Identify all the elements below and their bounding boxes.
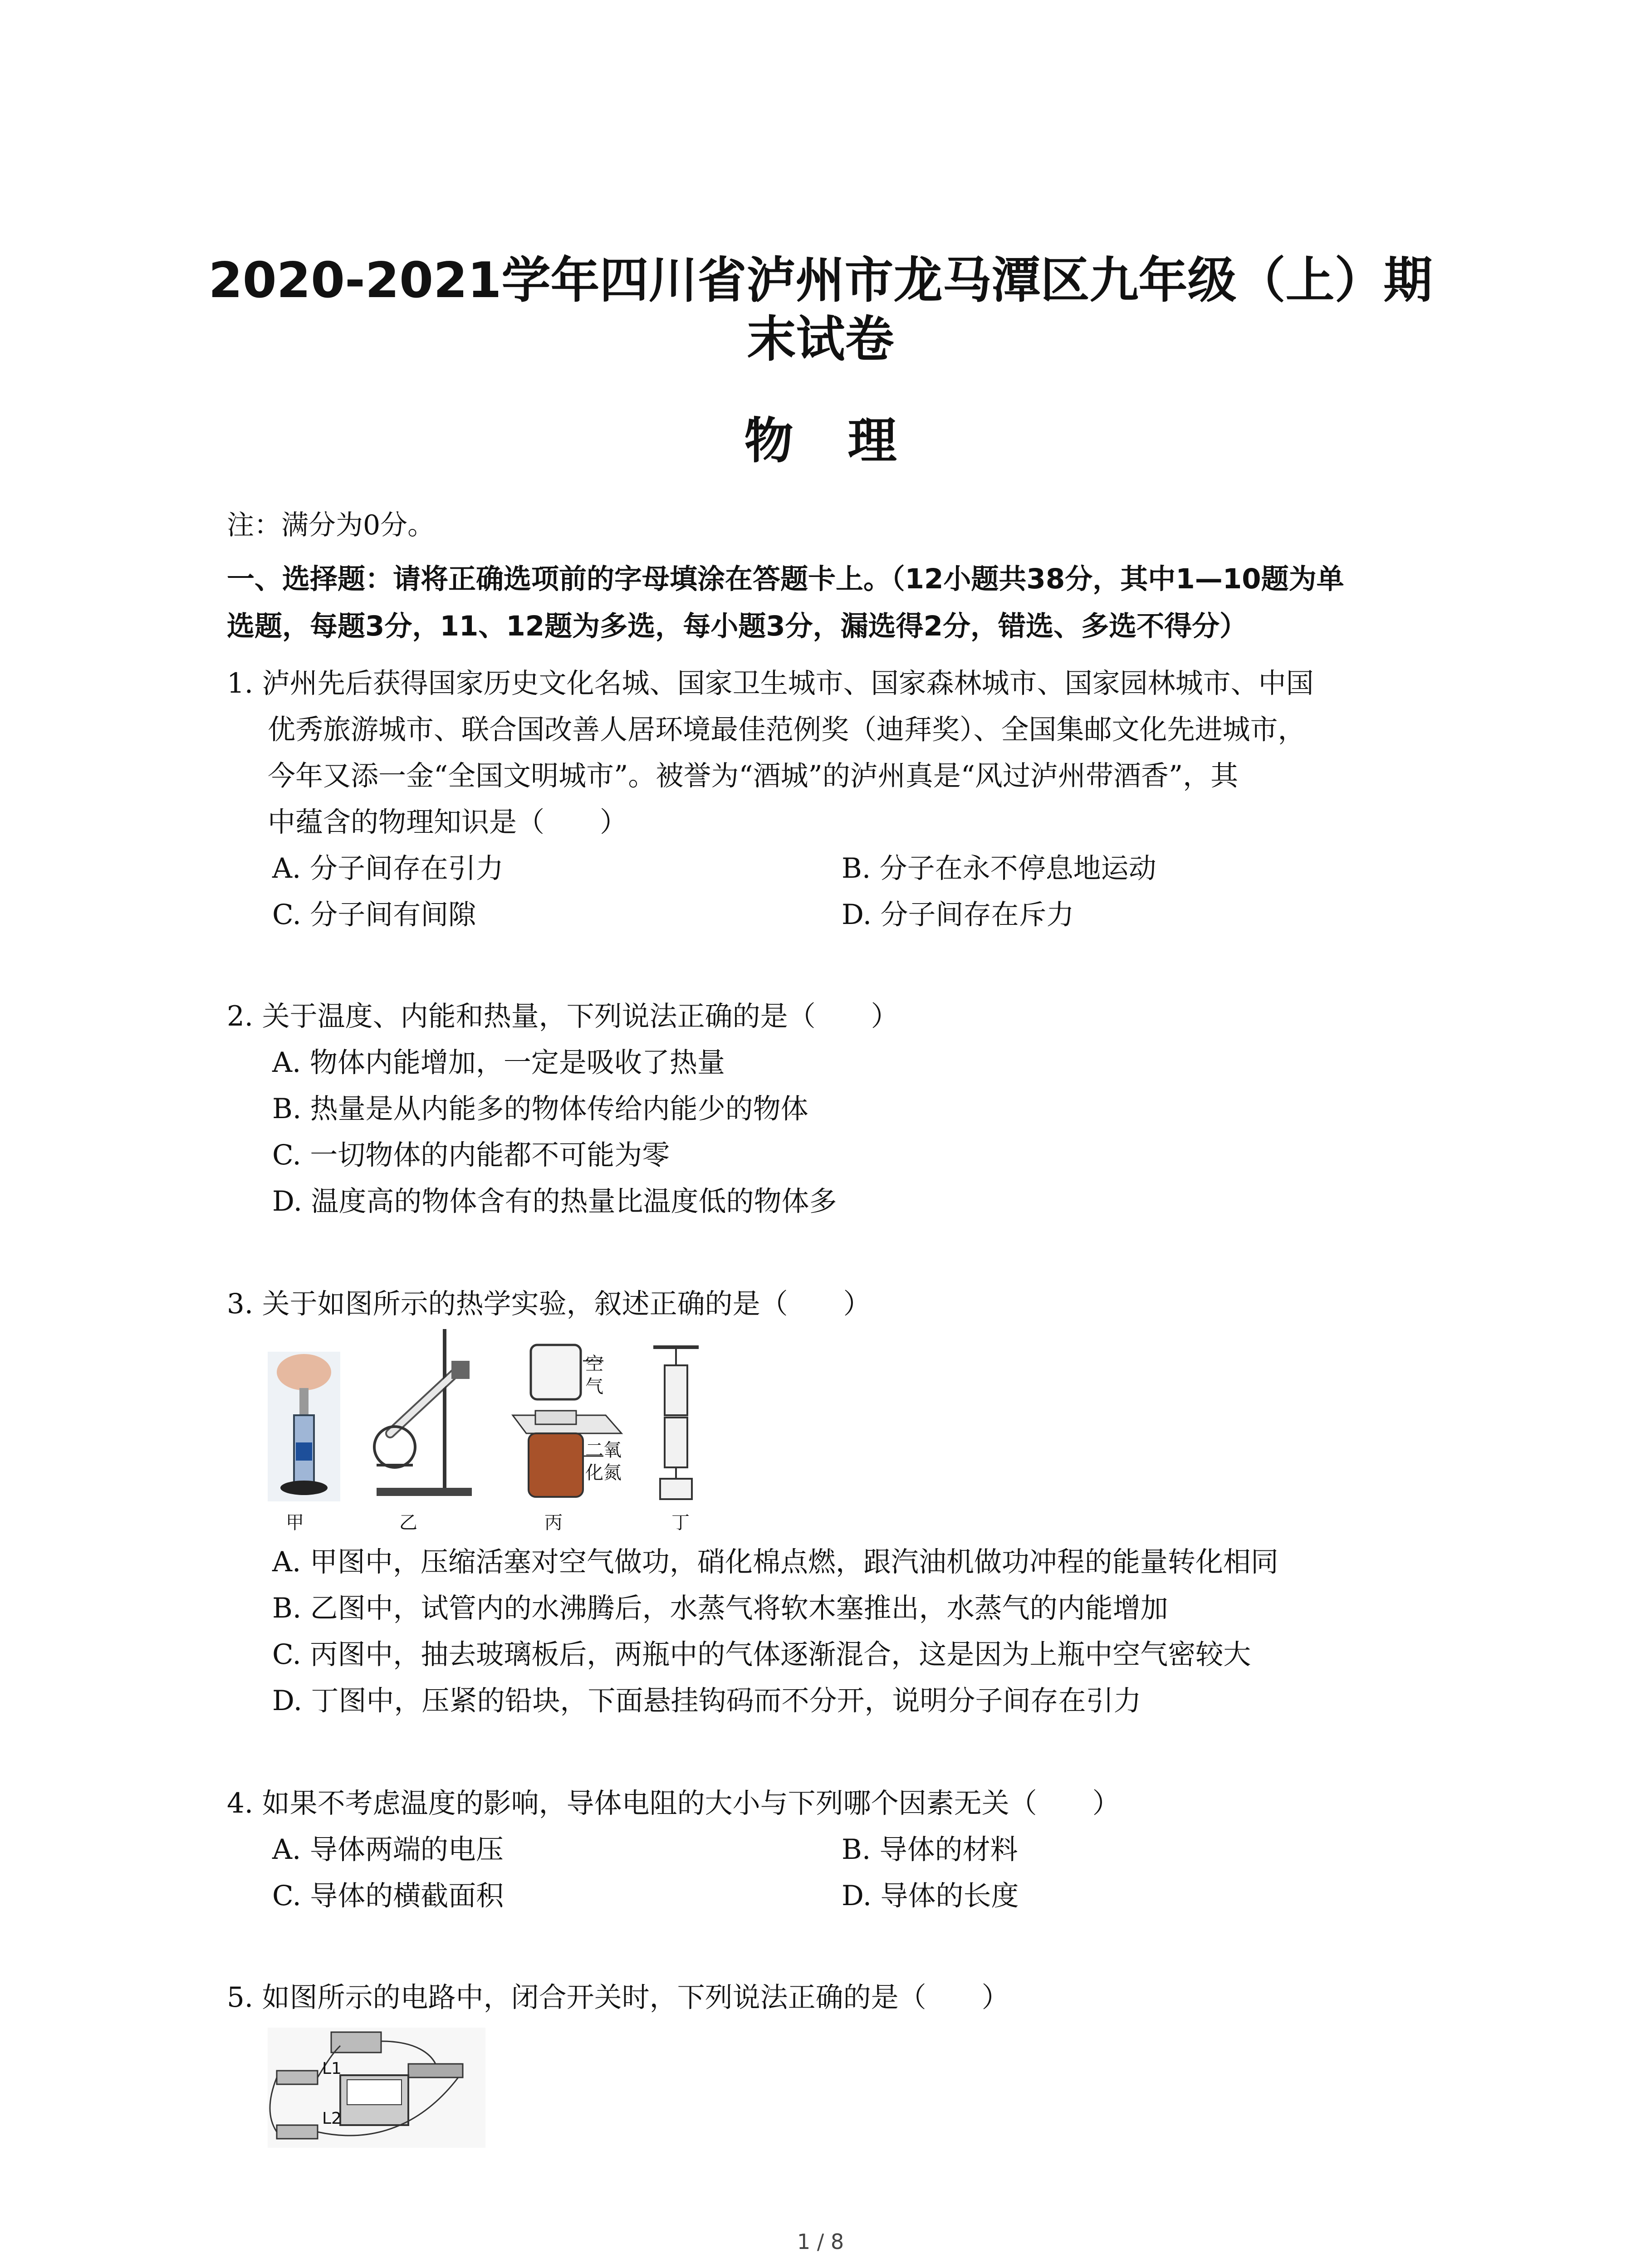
figure-label: 空 — [585, 1354, 603, 1374]
option-b: B. 热量是从内能多的物体传给内能少的物体 — [272, 1093, 808, 1125]
score-note: 注：满分为0分。 — [227, 509, 435, 541]
figure-label: 气 — [585, 1376, 603, 1397]
figure-label-jia: 甲 — [286, 1512, 304, 1533]
option-a: A. 物体内能增加，一定是吸收了热量 — [272, 1046, 725, 1079]
option-a: A. 导体两端的电压 — [272, 1833, 504, 1866]
question-text: 1. 泸州先后获得国家历史文化名城、国家卫生城市、国家森林城市、国家园林城市、中国 — [227, 667, 1314, 699]
question-text: 今年又添一金“全国文明城市”。被誉为“酒城”的泸州真是“风过泸州带酒香”，其 — [268, 760, 1239, 792]
option-b: B. 乙图中，试管内的水沸腾后，水蒸气将软木塞推出，水蒸气的内能增加 — [272, 1592, 1168, 1624]
figure-label: 化氮 — [585, 1462, 622, 1483]
lead-blocks-image — [649, 1345, 703, 1501]
option-d: D. 温度高的物体含有的热量比温度低的物体多 — [272, 1185, 837, 1217]
option-a: A. 分子间存在引力 — [272, 852, 504, 885]
option-b: B. 分子在永不停息地运动 — [842, 852, 1156, 885]
exam-title-line1: 2020-2021学年四川省泸州市龙马潭区九年级（上）期 — [208, 252, 1433, 309]
question-text: 5. 如图所示的电路中，闭合开关时，下列说法正确的是（ ） — [227, 1981, 1009, 2014]
piston-compression-image — [268, 1352, 340, 1501]
section-heading-line2: 选题，每题3分，11、12题为多选，每小题3分，漏选得2分，错选、多选不得分） — [227, 610, 1248, 642]
circuit-image — [268, 2028, 485, 2148]
option-b: B. 导体的材料 — [842, 1833, 1018, 1866]
option-c: C. 导体的横截面积 — [272, 1880, 504, 1912]
option-c: C. 分子间有间隙 — [272, 899, 476, 931]
option-a: A. 甲图中，压缩活塞对空气做功，硝化棉点燃，跟汽油机做功冲程的能量转化相同 — [272, 1546, 1279, 1578]
question-text: 3. 关于如图所示的热学实验，叙述正确的是（ ） — [227, 1288, 871, 1320]
page-number: 1 / 8 — [797, 2229, 844, 2254]
option-c: C. 丙图中，抽去玻璃板后，两瓶中的气体逐渐混合，这是因为上瓶中空气密较大 — [272, 1638, 1251, 1671]
question-text: 4. 如果不考虑温度的影响，导体电阻的大小与下列哪个因素无关（ ） — [227, 1787, 1120, 1819]
question-text: 优秀旅游城市、联合国改善人居环境最佳范例奖（迪拜奖）、全国集邮文化先进城市， — [268, 714, 1306, 746]
figure-label-yi: 乙 — [399, 1512, 417, 1533]
option-d: D. 分子间存在斥力 — [842, 899, 1074, 931]
question-text: 2. 关于温度、内能和热量，下列说法正确的是（ ） — [227, 1000, 899, 1032]
section-heading-line1: 一、选择题：请将正确选项前的字母填涂在答题卡上。（12小题共38分，其中1—10题为单 — [227, 563, 1344, 595]
option-c: C. 一切物体的内能都不可能为零 — [272, 1139, 670, 1171]
option-d: D. 丁图中，压紧的铅块，下面悬挂钩码而不分开，说明分子间存在引力 — [272, 1685, 1141, 1717]
lamp-label-l2: L2 — [322, 2109, 342, 2128]
figure-label-ding: 丁 — [671, 1512, 690, 1533]
test-tube-boiling-image — [358, 1329, 476, 1501]
lamp-label-l1: L1 — [322, 2059, 342, 2078]
subject-title: 物理 — [744, 413, 951, 469]
exam-title-line2: 末试卷 — [747, 311, 894, 368]
option-d: D. 导体的长度 — [842, 1880, 1019, 1912]
question-text: 中蕴含的物理知识是（ ） — [268, 806, 628, 838]
figure-label-bing: 丙 — [544, 1512, 563, 1533]
figure-label: 二氧 — [585, 1440, 622, 1461]
